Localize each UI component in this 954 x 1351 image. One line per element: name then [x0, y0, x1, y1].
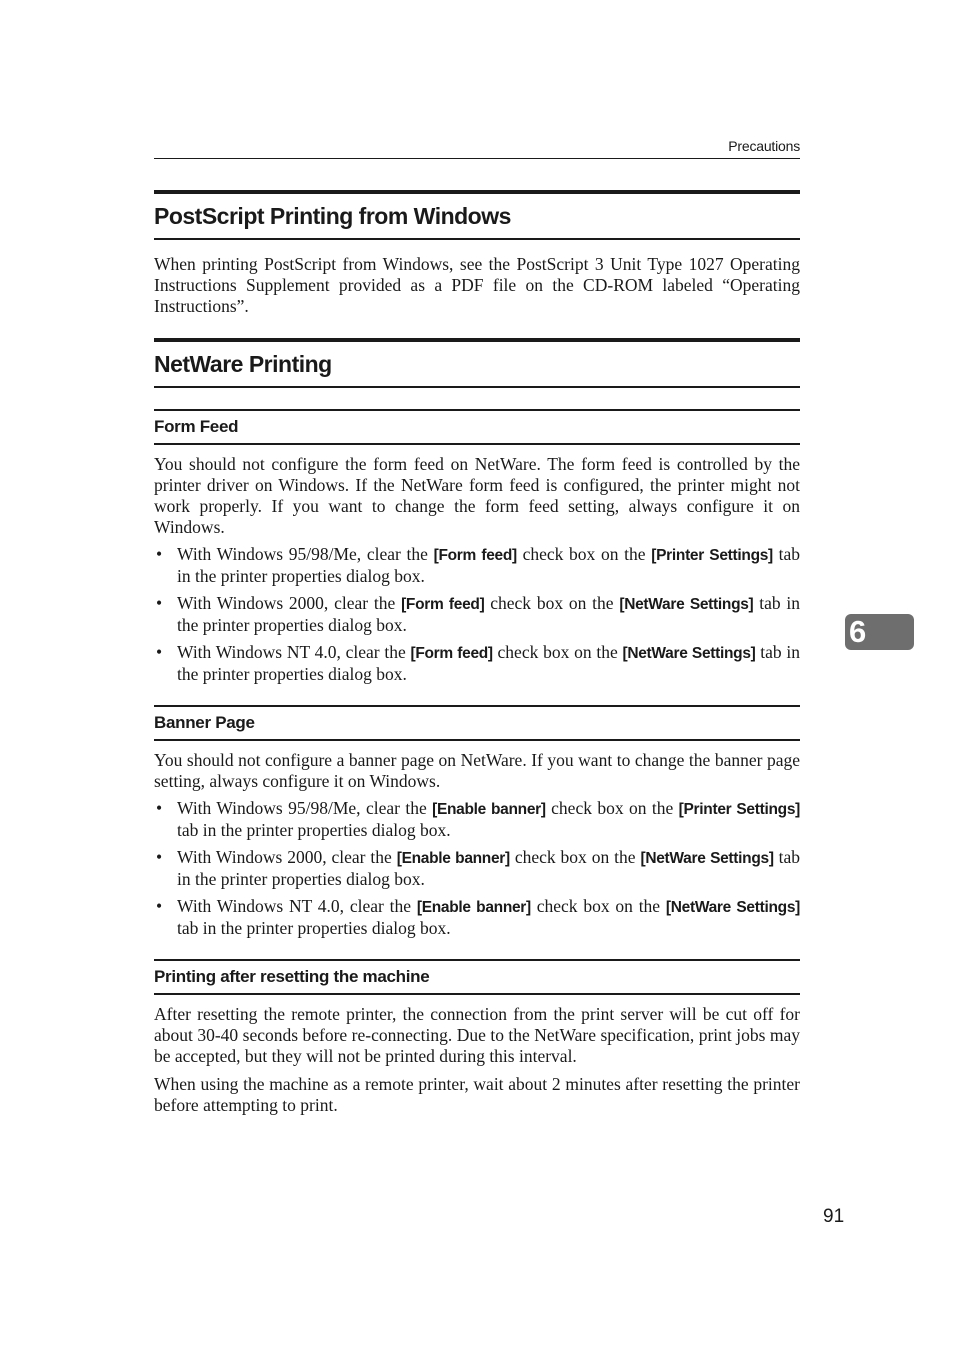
banner-page-paragraph: You should not configure a banner page on NetWare. If you want to change the banner page setting, always configure it on Windows. — [154, 750, 800, 791]
reset-paragraph-2: When using the machine as a remote printer, wait about 2 minutes after resetting the printer before attempting to print. — [154, 1074, 800, 1115]
banner-page-list — [154, 798, 800, 939]
form-feed-paragraph: You should not configure the form feed on NetWare. The form feed is controlled by the printer driver on Windows. If the NetWare form feed is configured, the printer might not work properly. If you want to change the form feed setting, always configure it on Windows. — [154, 454, 800, 537]
heading-banner-page: Banner Page — [154, 705, 800, 741]
list-item: • With Windows NT 4.0, clear the [Form feed] check box on the [NetWare Settings] tab in the printer properties dialog box. — [154, 642, 800, 685]
form-feed-list — [154, 544, 800, 685]
running-header: Precautions — [728, 138, 800, 154]
postscript-paragraph: When printing PostScript from Windows, see the PostScript 3 Unit Type 1027 Operating Instructions Supplement provided as a PDF file on the CD-ROM labeled “Operating Instructions”. — [154, 254, 800, 316]
heading-printing-after-reset: Printing after resetting the machine — [154, 959, 800, 995]
page-content — [154, 190, 800, 1116]
ui-label-netware-settings: [NetWare Settings] — [622, 645, 756, 662]
list-item: • With Windows 2000, clear the [Form feed] check box on the [NetWare Settings] tab in the printer properties dialog box. — [154, 593, 800, 636]
ui-label-enable-banner: [Enable banner] — [416, 899, 531, 916]
heading-form-feed: Form Feed — [154, 409, 800, 445]
heading-postscript: PostScript Printing from Windows — [154, 190, 800, 240]
ui-label-enable-banner: [Enable banner] — [396, 850, 510, 867]
ui-label-netware-settings: [NetWare Settings] — [665, 899, 801, 916]
ui-label-enable-banner: [Enable banner] — [432, 801, 546, 818]
chapter-tab — [845, 614, 914, 650]
reset-paragraph-1: After resetting the remote printer, the connection from the print server will be cut off for about 30-40 seconds before re-connecting. Due to the NetWare specification, print jobs may be accepted, but they will not be printed during this interval. — [154, 1004, 800, 1066]
heading-netware: NetWare Printing — [154, 338, 800, 388]
list-item: • With Windows 95/98/Me, clear the [Enable banner] check box on the [Printer Settings] tab in the printer properties dialog box. — [154, 798, 800, 841]
ui-label-printer-settings: [Printer Settings] — [651, 547, 773, 564]
ui-label-netware-settings: [NetWare Settings] — [640, 850, 774, 867]
header-rule — [154, 158, 800, 159]
ui-label-netware-settings: [NetWare Settings] — [619, 596, 754, 613]
ui-label-form-feed: [Form feed] — [401, 596, 485, 613]
list-item: • With Windows NT 4.0, clear the [Enable banner] check box on the [NetWare Settings] tab in the printer properties dialog box. — [154, 896, 800, 939]
list-item: • With Windows 2000, clear the [Enable banner] check box on the [NetWare Settings] tab in the printer properties dialog box. — [154, 847, 800, 890]
ui-label-form-feed: [Form feed] — [410, 645, 493, 662]
list-item: • With Windows 95/98/Me, clear the [Form feed] check box on the [Printer Settings] tab in the printer properties dialog box. — [154, 544, 800, 587]
chapter-number: 6 — [849, 614, 867, 649]
page-number: 91 — [823, 1206, 845, 1227]
ui-label-form-feed: [Form feed] — [433, 547, 517, 564]
ui-label-printer-settings: [Printer Settings] — [678, 801, 801, 818]
